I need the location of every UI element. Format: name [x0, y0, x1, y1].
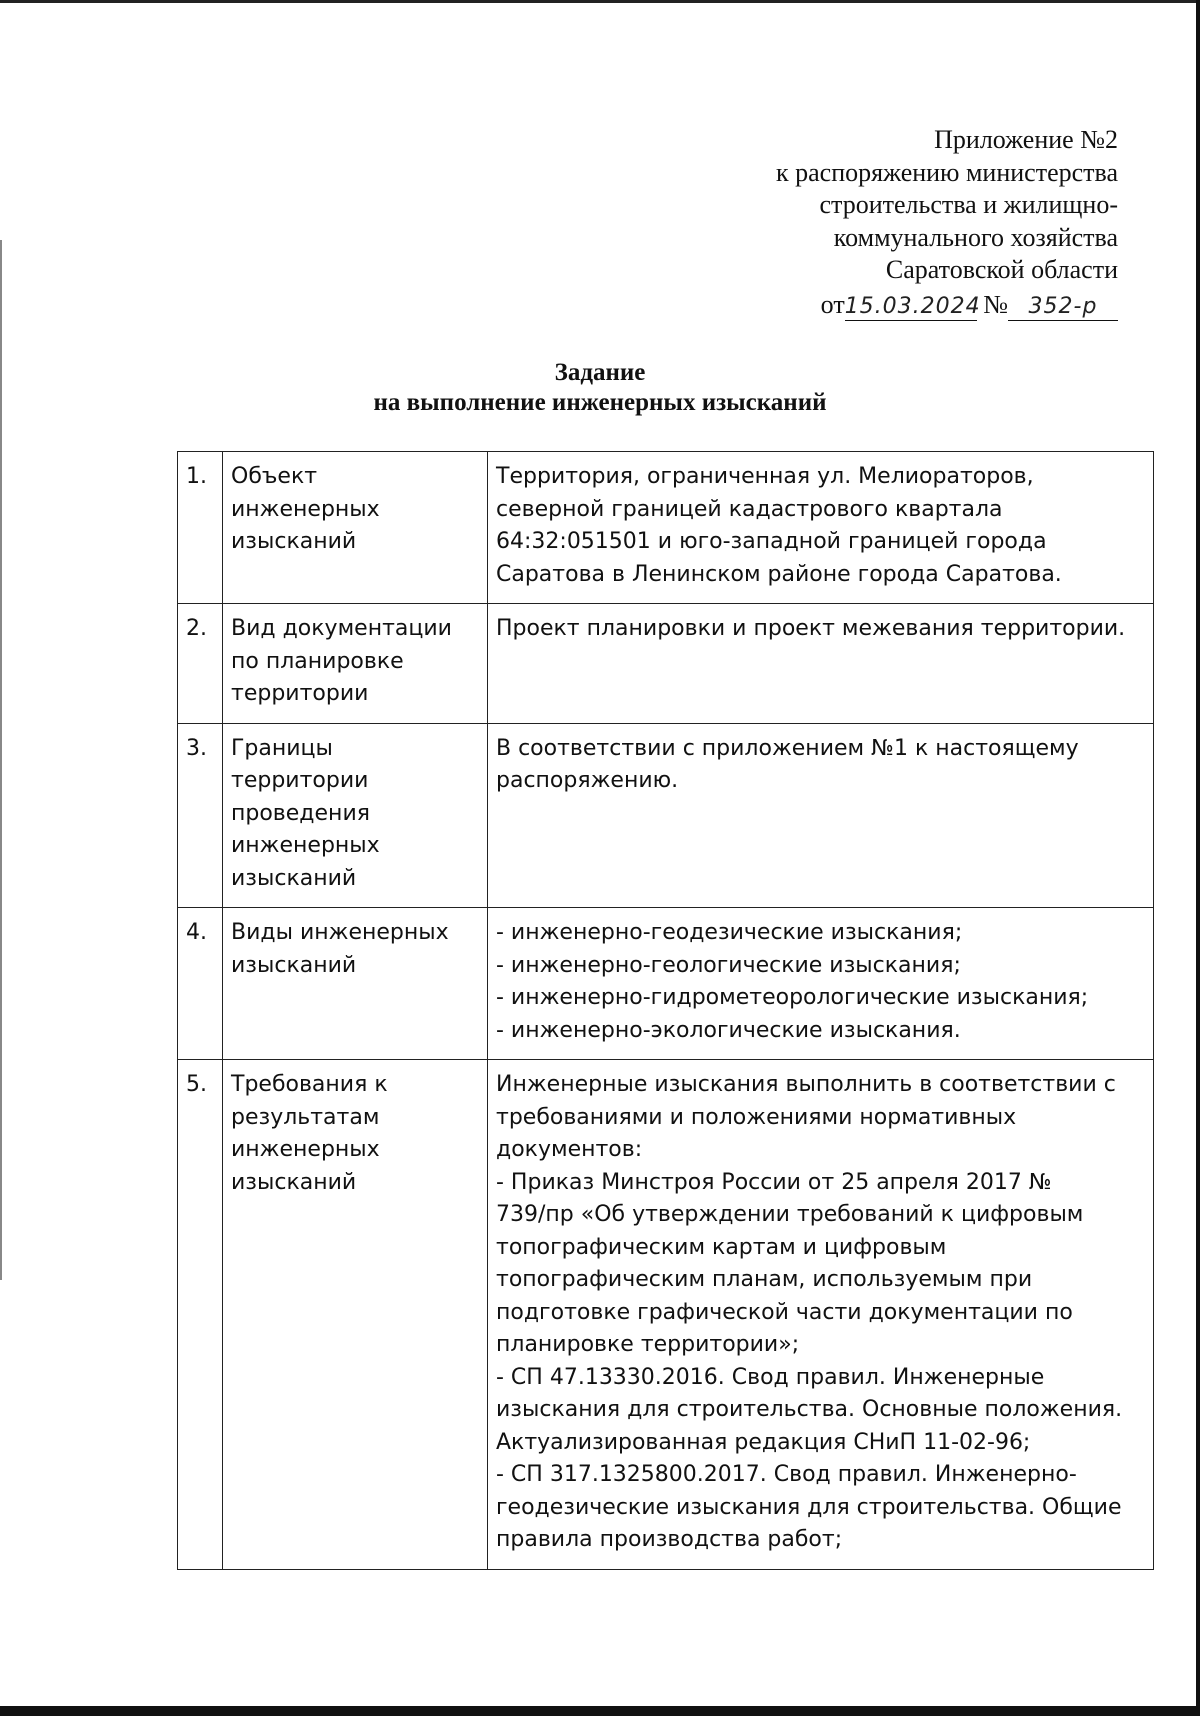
table-row	[178, 908, 1154, 1060]
row-label-line: по планировке	[231, 648, 404, 674]
handwritten-date: 15.03.2024	[844, 293, 981, 319]
row-label	[223, 908, 488, 1060]
row-content-line: - инженерно-геодезические изыскания;	[496, 920, 963, 945]
appendix-line: Приложение №2	[934, 125, 1118, 154]
row-number: 2.	[178, 604, 223, 724]
row-content-line: - СП 47.13330.2016. Свод правил. Инженерные	[496, 1364, 1045, 1390]
number-prefix: №	[983, 289, 1008, 319]
scan-edge-top	[0, 0, 1200, 3]
row-content-line: Актуализированная редакция СНиП 11-02-96;	[496, 1429, 1031, 1455]
row-content-line: документов:	[496, 1137, 643, 1162]
row-content	[488, 452, 1154, 604]
row-label-line: территории	[231, 681, 369, 706]
row-content-line: В соответствии с приложением №1 к настоящему	[496, 735, 1079, 761]
row-label-line: изысканий	[231, 952, 357, 978]
row-number: 4.	[178, 908, 223, 1060]
appendix-date-line	[776, 289, 1118, 322]
date-prefix: от	[820, 289, 845, 319]
title-line-2: на выполнение инженерных изысканий	[373, 389, 827, 416]
row-content	[488, 723, 1154, 908]
appendix-line: Саратовской области	[885, 255, 1118, 284]
scan-edge-bottom	[0, 1706, 1200, 1716]
row-label-line: Границы	[231, 735, 333, 761]
row-content-line: геодезические изыскания для строительства. Общие	[496, 1494, 1122, 1520]
row-content-line: топографическим картам и цифровым	[496, 1234, 947, 1260]
row-content-line: - СП 317.1325800.2017. Свод правил. Инженерно-	[496, 1462, 1077, 1487]
appendix-line: коммунального хозяйства	[833, 222, 1118, 252]
row-label-line: результатам	[231, 1104, 380, 1130]
row-content-line: подготовке графической части документации по	[496, 1299, 1073, 1325]
row-content-line: требованиями и положениями нормативных	[496, 1104, 1017, 1130]
row-label	[223, 1060, 488, 1570]
row-content-line: северной границей кадастрового квартала	[496, 496, 1003, 522]
row-label-line: инженерных	[231, 496, 380, 522]
handwritten-number: 352-р	[1008, 294, 1118, 321]
table-row	[178, 452, 1154, 604]
row-content-line: 64:32:051501 и юго-западной границей города	[496, 529, 1047, 554]
table-row	[178, 1060, 1154, 1570]
title-line-1: Задание	[554, 359, 646, 386]
row-label-line: инженерных	[231, 1137, 380, 1162]
row-label-line: изысканий	[231, 529, 357, 554]
row-label-line: территории	[231, 768, 369, 793]
row-label-line: Объект	[231, 464, 318, 489]
row-content-line: распоряжению.	[496, 768, 679, 793]
row-label	[223, 452, 488, 604]
document-title	[0, 358, 1200, 418]
row-content-line: - инженерно-геологические изыскания;	[496, 952, 961, 978]
row-content-line: топографическим планам, используемым при	[496, 1267, 1033, 1292]
row-content	[488, 908, 1154, 1060]
row-content-line: Инженерные изыскания выполнить в соответствии с	[496, 1072, 1116, 1097]
row-number: 1.	[178, 452, 223, 604]
row-label	[223, 604, 488, 724]
row-label-line: изысканий	[231, 865, 357, 891]
table-row	[178, 604, 1154, 724]
row-content-line: Саратова в Ленинском районе города Саратова.	[496, 561, 1062, 587]
row-number: 5.	[178, 1060, 223, 1570]
row-content-line: Проект планировки и проект межевания территории.	[496, 616, 1126, 641]
row-number: 3.	[178, 723, 223, 908]
requirements-table-body	[178, 452, 1154, 1570]
row-content-line: 739/пр «Об утверждении требований к цифровым	[496, 1202, 1084, 1227]
row-label-line: Вид документации	[231, 616, 452, 641]
table-row	[178, 723, 1154, 908]
row-label-line: изысканий	[231, 1169, 357, 1195]
row-content-line: - Приказ Минстроя России от 25 апреля 2017 №	[496, 1169, 1052, 1195]
row-content	[488, 1060, 1154, 1570]
row-label	[223, 723, 488, 908]
row-label-line: Требования к	[231, 1072, 388, 1097]
row-content-line: - инженерно-гидрометеорологические изыскания;	[496, 985, 1089, 1010]
row-content-line: правила производства работ;	[496, 1527, 843, 1552]
appendix-line: строительства и жилищно-	[819, 190, 1118, 219]
row-label-line: инженерных	[231, 833, 380, 858]
row-label-line: Виды инженерных	[231, 920, 449, 945]
row-content	[488, 604, 1154, 724]
row-content-line: изыскания для строительства. Основные положения.	[496, 1397, 1123, 1422]
scan-edge-right	[1196, 0, 1200, 1716]
appendix-line: к распоряжению министерства	[775, 157, 1118, 187]
row-label-line: проведения	[231, 800, 370, 826]
row-content-line: - инженерно-экологические изыскания.	[496, 1017, 961, 1043]
requirements-table	[177, 451, 1154, 1570]
appendix-header	[776, 124, 1118, 321]
row-content-line: планировке территории»;	[496, 1332, 800, 1357]
row-content-line: Территория, ограниченная ул. Мелиораторов,	[496, 464, 1034, 489]
